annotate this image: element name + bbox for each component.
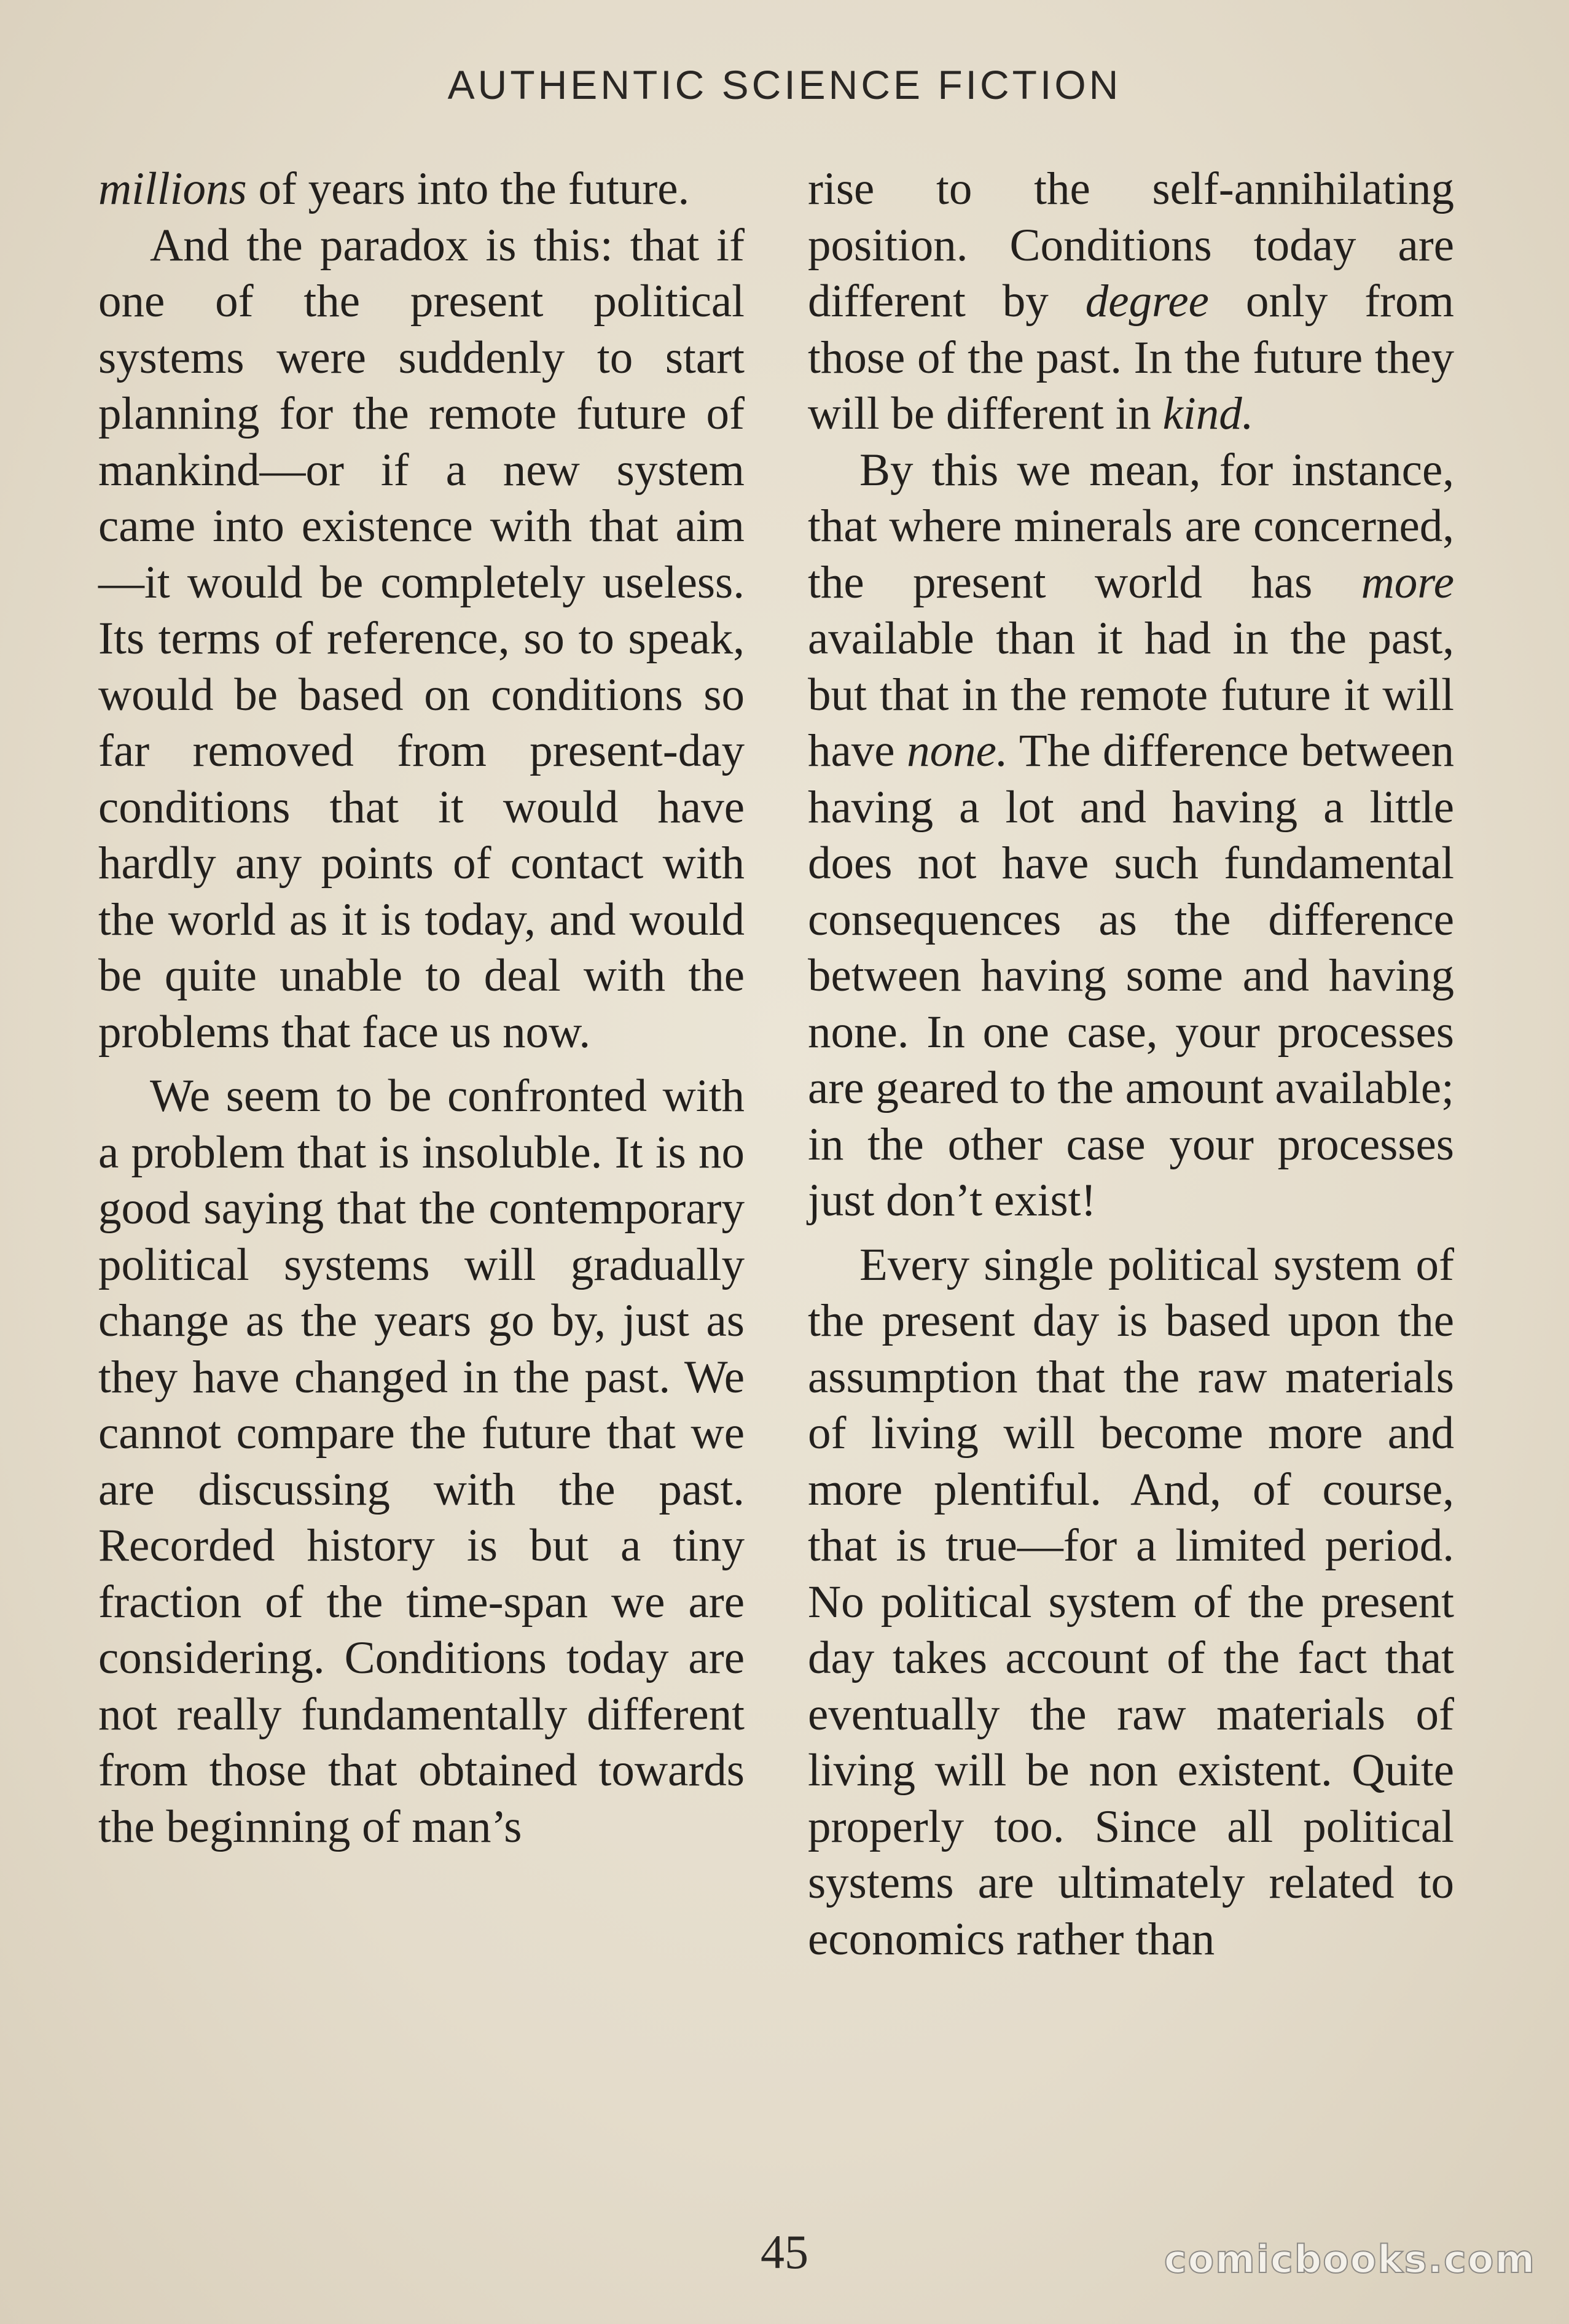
running-title: AUTHENTIC SCIENCE FICTION	[447, 62, 1122, 107]
paragraph	[808, 161, 1454, 442]
site-watermark: comicbooks.com	[1164, 2237, 1536, 2282]
paragraph-text: only from those of the past. In the future they will be different in	[808, 276, 1454, 439]
italic-text: more	[1361, 556, 1454, 608]
paragraph-text: rise to the self-annihilating position. Conditions today are different by	[808, 163, 1454, 327]
page-number: 45	[761, 2225, 808, 2279]
italic-text: millions	[98, 163, 247, 214]
paragraph	[808, 442, 1454, 1229]
italic-text: none.	[907, 725, 1008, 776]
paragraph	[98, 161, 745, 217]
paragraph-text: The difference between having a lot and having a little does not have such fundamental consequences as the difference between having some and having none. In one case, your processes are geared to the amount available; in the other case your processes just don’t exist!	[808, 725, 1454, 1226]
paragraph: We seem to be confronted with a problem that is insoluble. It is no good saying that the contemporary political systems will gradually change as the years go by, just as they have changed in the past. We cannot compare the future that we are discussing with the past. Recorded history is but a tiny fraction of the time-span we are considering. Conditions today are not really fundamentally different from those that obtained towards the beginning of man’s	[98, 1070, 745, 1852]
right-text-column	[808, 161, 1454, 1967]
paragraph: And the paradox is this: that if one of the present political systems were suddenly to start planning for the remote future of mankind—or if a new system came into existence with that aim—it would be completely useless. Its terms of reference, so to speak, would be based on conditions so far removed from present-day conditions that it would have hardly any points of contact with the world as it is today, and would be quite unable to deal with the problems that face us now.	[98, 219, 745, 1058]
paragraph: Every single political system of the present day is based upon the assumption that the raw materials of living will become more and more plentiful. And, of course, that is true—for a limited period. No political system of the present day takes account of the fact that eventually the raw materials of living will be non existent. Quite properly too. Since all political systems are ultimately related to economics rather than	[808, 1239, 1454, 1965]
italic-text: degree	[1085, 276, 1209, 327]
left-text-column	[98, 161, 745, 1855]
italic-text: kind.	[1162, 388, 1254, 439]
paragraph-text: By this we mean, for instance, that where minerals are concerned, the present world has	[808, 444, 1454, 608]
paragraph-text: available than it had in the past, but that in the remote future it will have	[808, 613, 1454, 776]
paragraph-text: of years into the future.	[246, 163, 690, 214]
